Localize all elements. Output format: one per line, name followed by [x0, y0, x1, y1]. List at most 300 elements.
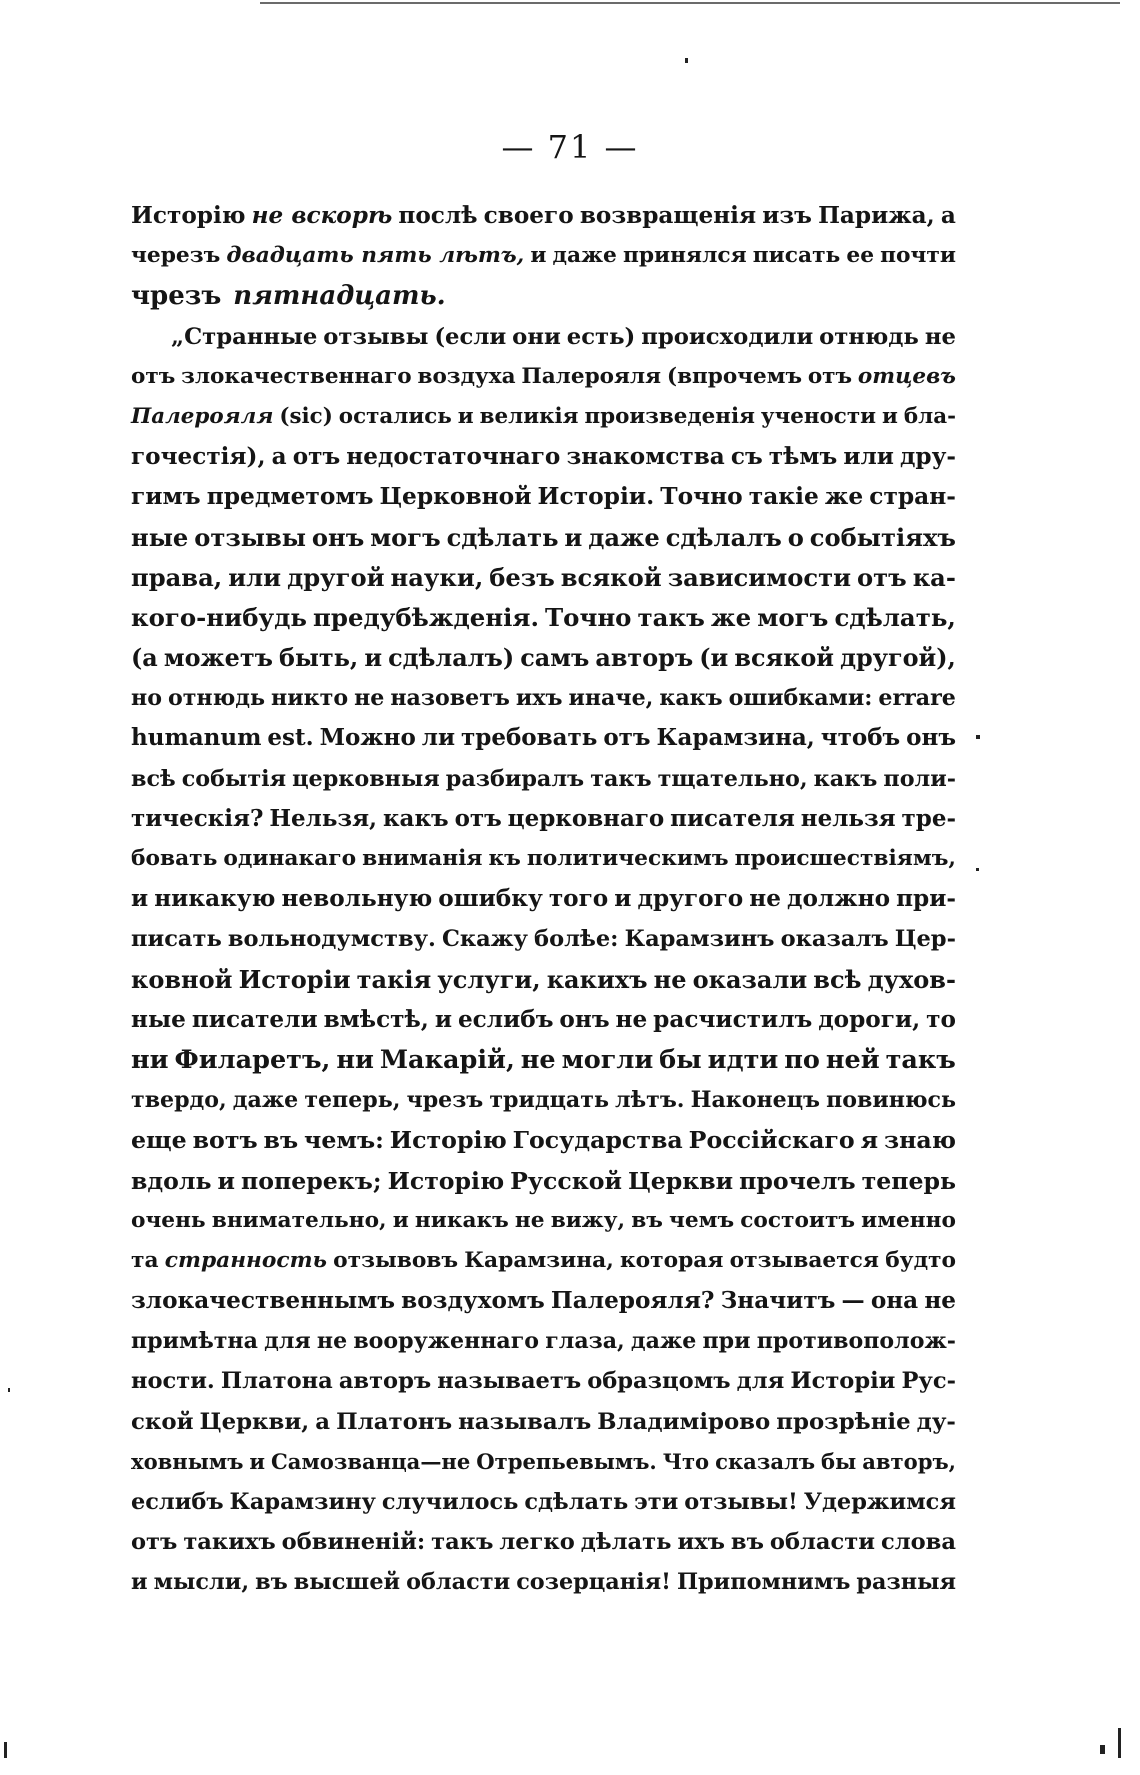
word: Исторію [389, 1126, 507, 1155]
word: области [406, 1569, 511, 1596]
word: другой [287, 562, 385, 592]
word: другого [637, 885, 744, 913]
word: очень [131, 1207, 206, 1233]
word: которая [620, 1247, 724, 1273]
word: кого-нибудь [131, 602, 307, 632]
word: ду- [916, 1408, 956, 1435]
word: называлъ [458, 1408, 592, 1435]
word: невольную [281, 885, 433, 913]
word: ошибку [438, 885, 543, 913]
word: Церкви [627, 1166, 734, 1195]
word: глаза, [545, 1328, 625, 1355]
word: и [249, 1448, 266, 1474]
word: отъ [292, 443, 341, 471]
word: иначе, [568, 685, 654, 712]
word: вольнодумству. [227, 926, 436, 953]
word: ской [131, 1408, 194, 1435]
word: вдоль [131, 1166, 212, 1195]
word: ошибками: [728, 685, 873, 712]
word: церковнаго [507, 804, 665, 832]
word: отъ [131, 363, 176, 389]
word: или [228, 562, 282, 592]
word: знаю [883, 1126, 956, 1155]
word: такъ [431, 1529, 494, 1556]
text-line [131, 558, 956, 598]
word: бовать [131, 846, 218, 871]
word: никто [271, 685, 349, 712]
word: Исторіи [238, 964, 351, 994]
text-line [131, 1040, 956, 1080]
word: знакомства [566, 443, 725, 471]
word: всѣ [131, 765, 176, 792]
word: слова [880, 1529, 956, 1556]
text-line [131, 919, 956, 959]
word: (sic) [279, 403, 333, 429]
word: стран- [869, 483, 956, 511]
word: политическимъ [526, 846, 729, 871]
word: воздухомъ [401, 1287, 545, 1315]
word: Карамзину [229, 1489, 376, 1515]
text-line [131, 196, 956, 236]
text-line [131, 879, 956, 919]
word: того [548, 885, 609, 913]
word: они [512, 323, 561, 350]
word: ли [421, 724, 456, 752]
word: онъ [311, 522, 365, 552]
word: Церкви, [199, 1408, 310, 1435]
word: не [520, 1044, 556, 1075]
text-line [131, 598, 956, 638]
word: Наконецъ [690, 1087, 820, 1114]
word: Цер- [894, 926, 956, 953]
word: обвиненій: [281, 1529, 426, 1556]
word: науки, [390, 562, 484, 592]
body-text [131, 196, 956, 1603]
word: и [614, 885, 632, 913]
word: теперь [861, 1166, 956, 1195]
word: humanum [131, 724, 262, 752]
word: послѣ [398, 202, 478, 229]
word: всѣ [813, 964, 862, 994]
word: отъ [603, 724, 651, 752]
word: Карамзина, [656, 724, 815, 752]
word: назоветъ [390, 685, 510, 712]
word: Точно [660, 483, 743, 511]
word: и [217, 1166, 235, 1195]
word: но [131, 685, 162, 712]
word: не [354, 685, 385, 712]
word: происшествіямъ, [734, 846, 956, 871]
word: ности. [131, 1368, 215, 1395]
word: я [860, 1126, 879, 1155]
word: ка- [912, 562, 956, 592]
word: поли- [883, 765, 956, 792]
word: есть) [566, 323, 636, 350]
text-line [131, 1361, 956, 1401]
word: разныя [856, 1569, 956, 1596]
word: Нельзя, [269, 804, 378, 832]
word: другой), [840, 644, 956, 673]
word: Что [662, 1448, 710, 1474]
word: авторъ, [862, 1448, 956, 1474]
scan-top-edge [260, 2, 1120, 4]
word: называетъ [437, 1368, 582, 1395]
word: великія [479, 403, 579, 429]
page-number: — 71 — [501, 128, 639, 166]
word: бы [659, 1044, 702, 1075]
word: оказалъ [780, 926, 889, 953]
word: Можно [319, 724, 416, 752]
word: прочелъ [739, 1166, 856, 1195]
word: повинюсь [826, 1087, 956, 1114]
word: ее [846, 243, 875, 269]
scan-speck [976, 735, 980, 739]
word: такихъ [183, 1529, 276, 1556]
text-line [131, 437, 956, 477]
word: не [749, 885, 781, 913]
word: не [615, 1005, 648, 1033]
word: тѣмъ [768, 443, 838, 471]
word: какихъ [546, 964, 648, 994]
text-line [131, 477, 956, 517]
word: нельзя [800, 804, 896, 832]
word: не [924, 323, 956, 350]
word: и [131, 885, 149, 913]
word: такъ [590, 765, 652, 792]
word: оказали [692, 964, 808, 994]
scan-speck [4, 1742, 7, 1758]
word: какъ [659, 685, 723, 712]
word: сдѣлать [446, 522, 559, 552]
word: Карамзина, [464, 1247, 614, 1273]
word: какъ [813, 765, 878, 792]
text-line [131, 1442, 956, 1482]
word: о [787, 522, 804, 552]
word: не [316, 1328, 348, 1355]
word: Припомнимъ [676, 1569, 851, 1596]
word: не [924, 1287, 956, 1315]
word: (если [434, 323, 507, 350]
word: писатели [191, 1005, 318, 1033]
word: Исторіи [790, 1368, 896, 1395]
word: Палерояля? [550, 1287, 715, 1315]
word: — [841, 1287, 865, 1315]
word: образцомъ [587, 1368, 731, 1395]
word: а [271, 443, 287, 471]
word: расчистилъ [653, 1005, 813, 1033]
italic-word: Палерояля [131, 403, 274, 429]
word: всякой [734, 644, 835, 673]
word: и [530, 243, 547, 269]
word: дороги, [818, 1005, 921, 1033]
word: могъ [370, 522, 441, 552]
word: сдѣлать, [834, 602, 956, 632]
word: сдѣлалъ [665, 522, 782, 552]
italic-word: не вскорѣ [251, 202, 393, 229]
word: отзывовъ [333, 1247, 459, 1273]
scan-speck [685, 58, 688, 63]
word: примѣтна [131, 1328, 258, 1355]
word: и [881, 403, 898, 429]
word: прозрѣніе [776, 1408, 911, 1435]
text-line [131, 317, 956, 357]
scan-speck [976, 868, 979, 871]
word: даже [232, 1087, 299, 1114]
word: даже [630, 1328, 697, 1355]
word: своего [483, 202, 574, 229]
word: и [434, 1005, 452, 1033]
word: то [926, 1005, 956, 1033]
word: именно [861, 1207, 956, 1233]
italic-word: отцевъ [857, 363, 956, 389]
word: противополож- [756, 1328, 956, 1355]
word: остались [338, 403, 452, 429]
text-line [131, 518, 956, 558]
word: бла- [903, 403, 956, 429]
word: вижу, [550, 1207, 626, 1233]
word: отъ [454, 804, 502, 832]
word: дѣлать [580, 1529, 672, 1556]
text-line [131, 1241, 956, 1281]
text-line [131, 1562, 956, 1602]
word: вниманія [362, 846, 483, 871]
word: сдѣлать [524, 1489, 629, 1515]
word: болѣе: [534, 926, 619, 953]
word: услуги, [437, 964, 541, 994]
word: не [514, 1207, 545, 1233]
word: отзывы [194, 522, 307, 552]
word: чемъ [669, 1207, 735, 1233]
text-line [131, 1080, 956, 1120]
text-line [131, 759, 956, 799]
word: никакъ [414, 1207, 509, 1233]
word: легко [499, 1529, 575, 1556]
scan-speck [1100, 1745, 1105, 1754]
word: идти [707, 1044, 779, 1075]
scan-margin-bar [1118, 1728, 1121, 1758]
word: же [710, 602, 752, 632]
text-line [131, 799, 956, 839]
word: состоитъ [740, 1207, 856, 1233]
word: и [564, 522, 583, 552]
word: учености [760, 403, 876, 429]
text-line [131, 397, 956, 437]
word: предметомъ [206, 483, 374, 511]
word: произведенія [584, 403, 755, 429]
text-line [131, 1402, 956, 1442]
word: errare [878, 685, 956, 712]
word: для [736, 1368, 785, 1395]
word: Парижа, [818, 202, 935, 229]
italic-word: пятнадцать. [233, 281, 446, 312]
word: ховнымъ [131, 1448, 244, 1474]
word: возвращенія [579, 202, 757, 229]
word: Церковной [379, 483, 532, 511]
text-line [131, 357, 956, 397]
text-line [131, 1201, 956, 1241]
word: при- [896, 885, 956, 913]
word: Отрепьевымъ. [476, 1448, 657, 1474]
word: можетъ [163, 644, 273, 673]
word: почти [880, 243, 956, 269]
text-line [131, 638, 956, 678]
text-line [131, 1482, 956, 1522]
word: онъ [559, 1005, 610, 1033]
word: и [364, 644, 383, 673]
text-line [131, 678, 956, 718]
word: въ [730, 1529, 764, 1556]
word: даже [588, 522, 660, 552]
word: тщательно, [657, 765, 808, 792]
word: гочестія), [131, 443, 266, 471]
word: Самозванца—не [271, 1448, 471, 1474]
word: ковной [131, 964, 233, 994]
word: тическія? [131, 804, 264, 832]
word: случилось [381, 1489, 519, 1515]
word: въ [255, 1569, 288, 1596]
word: онъ [906, 724, 956, 752]
word: событіяхъ [809, 522, 956, 552]
word: писателя [670, 804, 795, 832]
word: къ [488, 846, 521, 871]
word: высшей [293, 1569, 401, 1596]
word: такъ [885, 1044, 956, 1075]
italic-word: странность [164, 1247, 327, 1273]
text-line [131, 718, 956, 758]
word: изъ [762, 202, 812, 229]
italic-word: двадцать пять лѣтъ, [226, 243, 525, 269]
word: ихъ [515, 685, 563, 712]
word: по [784, 1044, 820, 1075]
word: вотъ [192, 1126, 258, 1155]
word: Макарій, [379, 1044, 515, 1075]
word: черезъ [131, 243, 221, 269]
word: событія [181, 765, 287, 792]
word: отнюдь [167, 685, 266, 712]
word: отъ [807, 363, 853, 389]
word: такія [356, 964, 432, 994]
word: бы [821, 1448, 857, 1474]
scan-speck [8, 1388, 10, 1392]
word: мысли, [153, 1569, 250, 1596]
word: ихъ [677, 1529, 725, 1556]
word: отъ [857, 562, 907, 592]
word: теперь, [304, 1087, 401, 1114]
word: и [457, 403, 474, 429]
word: Карамзинъ [624, 926, 775, 953]
text-line [131, 1161, 956, 1201]
word: могъ [757, 602, 829, 632]
word: зависимости [667, 562, 852, 592]
word: самъ [520, 644, 590, 673]
word: воздуха [417, 363, 516, 389]
word: отзывается [729, 1247, 879, 1273]
word: еслибъ [457, 1005, 554, 1033]
text-line [131, 1000, 956, 1040]
word: злокачественнымъ [131, 1287, 396, 1315]
word: еще [131, 1126, 187, 1155]
word: принялся [622, 243, 747, 269]
word: для [264, 1328, 311, 1355]
word: при [702, 1328, 751, 1355]
text-line [131, 1120, 956, 1160]
word: быть, [279, 644, 359, 673]
word: требовать [460, 724, 598, 752]
text-line [131, 276, 956, 316]
word: та [131, 1247, 159, 1273]
word: недостаточнаго [346, 443, 561, 471]
word: отзывы! [684, 1489, 798, 1515]
word: церковныя [292, 765, 440, 792]
word: права, [131, 562, 223, 592]
word: чтобъ [820, 724, 901, 752]
word: Значитъ [720, 1287, 836, 1315]
word: она [870, 1287, 919, 1315]
word: происходили [641, 323, 814, 350]
word: сдѣлалъ) [388, 644, 515, 673]
word: области [769, 1529, 875, 1556]
word: ней [825, 1044, 880, 1075]
word: Россійскаго [688, 1126, 855, 1155]
word: еслибъ [131, 1489, 224, 1515]
word: авторъ [595, 644, 694, 673]
word: разбиралъ [445, 765, 585, 792]
text-line [131, 236, 956, 276]
word: дру- [900, 443, 956, 471]
word: Исторіи. [537, 483, 655, 511]
word: а [940, 202, 956, 229]
word: вмѣстѣ, [323, 1005, 429, 1033]
text-line [131, 1522, 956, 1562]
word: будто [885, 1247, 956, 1273]
word: такіе [748, 483, 819, 511]
word: ные [131, 522, 189, 552]
word: Русской [510, 1166, 622, 1195]
word: ни [336, 1044, 374, 1075]
word: „Странные [171, 323, 318, 350]
word: безъ [489, 562, 555, 592]
word: или [843, 443, 894, 471]
word: чрезъ [406, 1087, 484, 1114]
word: Палерояля [521, 363, 662, 389]
word: созерцанія! [516, 1569, 671, 1596]
word: отъ [131, 1529, 178, 1556]
word: чемъ: [304, 1126, 384, 1155]
word: такъ [637, 602, 705, 632]
word: сказалъ [715, 1448, 816, 1474]
word: поперекъ; [240, 1166, 382, 1195]
word: одинакаго [223, 846, 357, 871]
word: отнюдь [819, 323, 919, 350]
word: Исторію [131, 202, 246, 229]
text-line [131, 1321, 956, 1361]
word: твердо, [131, 1087, 227, 1114]
word: и [392, 1207, 409, 1233]
word: отзывы [323, 323, 429, 350]
word: вооруженнаго [353, 1328, 540, 1355]
word: могли [561, 1044, 654, 1075]
word: же [824, 483, 864, 511]
word: Удержимся [803, 1489, 956, 1515]
word: а [315, 1408, 331, 1435]
word: ни [131, 1044, 169, 1075]
word: внимательно, [211, 1207, 387, 1233]
word: должно [787, 885, 891, 913]
word: (и [699, 644, 729, 673]
word: гимъ [131, 483, 201, 511]
word: всякой [560, 562, 662, 592]
word: въ [263, 1126, 299, 1155]
